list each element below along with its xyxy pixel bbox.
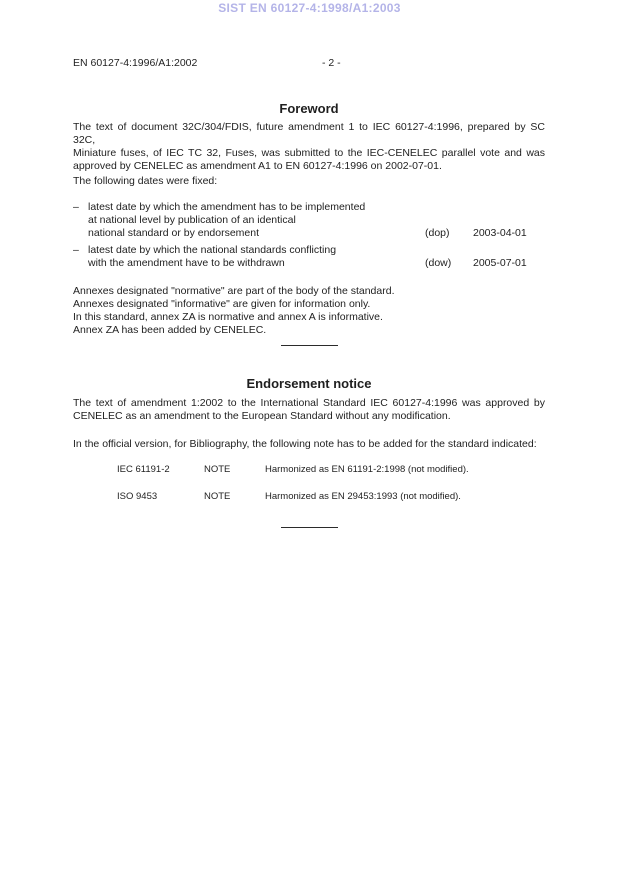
date-item-description [88, 201, 425, 240]
date-value-dop: 2003-04-01 [473, 227, 527, 239]
date-value-dow: 2005-07-01 [473, 257, 527, 269]
text-line: latest date by which the amendment has to be implemented [88, 201, 366, 213]
text-line: at national level by publication of an identical [88, 214, 296, 226]
text-line: with the amendment have to be withdrawn [88, 257, 285, 269]
text-line: In this standard, annex ZA is normative and annex A is informative. [73, 311, 383, 323]
text-line: CENELEC as an amendment to the European Standard without any modification. [73, 410, 451, 422]
date-label-dop: (dop) [425, 227, 450, 239]
text-line: The text of amendment 1:2002 to the International Standard IEC 60127-4:1996 was approved by [73, 397, 545, 409]
date-label-dow: (dow) [425, 257, 452, 269]
note-text: Harmonized as EN 61191-2:1998 (not modified). [265, 464, 469, 475]
sist-watermark-header: SIST EN 60127-4:1998/A1:2003 [218, 1, 401, 15]
section-divider-rule [281, 345, 338, 346]
foreword-paragraph [73, 121, 545, 173]
note-label: NOTE [204, 464, 231, 475]
date-item-description [88, 244, 425, 270]
end-of-text-rule [281, 527, 338, 528]
standard-reference: ISO 9453 [117, 491, 158, 502]
standard-reference: IEC 61191-2 [117, 464, 170, 475]
bibliography-note-row [117, 464, 553, 476]
text-line: approved by CENELEC as amendment A1 to EN 60127-4:1996 on 2002-07-01. [73, 160, 442, 172]
date-list-item-dow [73, 244, 553, 270]
dates-intro-text: The following dates were fixed: [73, 175, 218, 187]
bibliography-intro-text: In the official version, for Bibliography, the following note has to be added for the standard indicated: [73, 438, 537, 450]
endorsement-notice-title: Endorsement notice [246, 375, 372, 391]
text-line: Annex ZA has been added by CENELEC. [73, 324, 267, 336]
list-dash: – [73, 244, 79, 256]
date-list-item-dop [73, 201, 553, 240]
text-line: Annexes designated "normative" are part of the body of the standard. [73, 285, 395, 297]
text-line: The text of document 32C/304/FDIS, future amendment 1 to IEC 60127-4:1996, prepared by SC 32C, [73, 121, 545, 146]
header-page-number: - 2 - [322, 57, 341, 69]
list-dash: – [73, 201, 79, 213]
foreword-title: Foreword [279, 100, 339, 116]
note-text: Harmonized as EN 29453:1993 (not modified). [265, 491, 461, 502]
annexes-statement [73, 285, 545, 337]
date-item-value [425, 227, 527, 240]
bibliography-note-row [117, 491, 553, 503]
text-line: Annexes designated "informative" are given for information only. [73, 298, 371, 310]
header-document-reference: EN 60127-4:1996/A1:2002 [73, 57, 198, 69]
text-line: Miniature fuses, of IEC TC 32, Fuses, was submitted to the IEC-CENELEC parallel vote and was [73, 147, 545, 159]
text-line: national standard or by endorsement [88, 227, 260, 239]
endorsement-paragraph [73, 397, 545, 423]
text-line: latest date by which the national standards conflicting [88, 244, 337, 256]
date-item-value [425, 257, 527, 270]
note-label: NOTE [204, 491, 231, 502]
